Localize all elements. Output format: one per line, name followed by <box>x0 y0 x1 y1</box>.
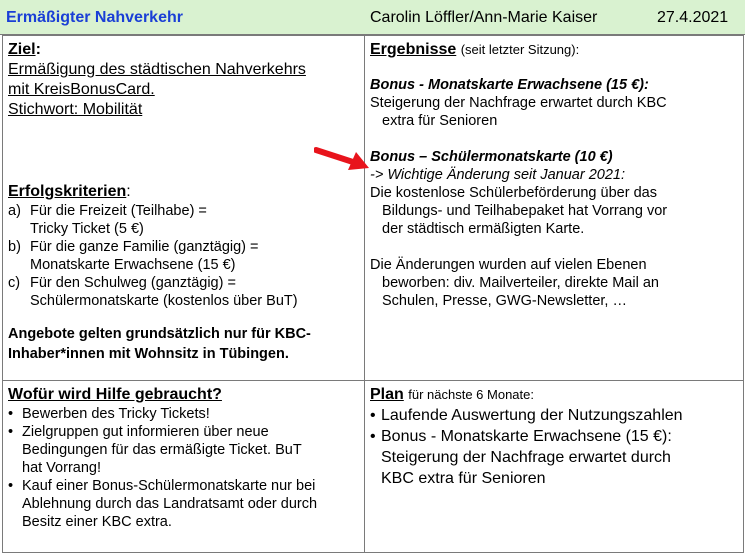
help-item <box>8 405 359 423</box>
ziel-section: Ziel: Ermäßigung des städtischen Nahverkehrs mit KreisBonusCard. Stichwort: Mobilität <box>8 40 359 120</box>
erfolg-section: Erfolgskriterien: a) Für die Freizeit (Teilhabe) = Tricky Ticket (5 €) b) Für die ganze Familie (ganztägig) = Monatskarte Erwachsene (15 €) c) Für den Schulweg (ganztägig) = Schülermonatskarte (kostenlos über BuT) Angebote gelten grundsätzlich nur für KBC-Inhaber*innen mit Wohnsitz in Tübingen. <box>8 182 359 364</box>
plan-item <box>370 405 738 426</box>
criteria-line: Für den Schulweg (ganztägig) = <box>30 275 236 291</box>
bullet-icon: • <box>8 478 14 494</box>
criteria-item-b <box>8 238 359 274</box>
erfolg-heading: Erfolgskriterien <box>8 183 127 200</box>
plan-heading-suffix: für nächste 6 Monate: <box>408 387 534 402</box>
criteria-mark: b) <box>8 239 21 255</box>
help-item-line: Bewerben des Tricky Tickets! <box>22 406 210 422</box>
criteria-line: Für die Freizeit (Teilhabe) = <box>30 203 207 219</box>
ergebnisse-heading-suffix: (seit letzter Sitzung): <box>460 42 580 57</box>
criteria-line: Monatskarte Erwachsene (15 €) <box>30 257 236 273</box>
ziel-line1: Ermäßigung des städtischen Nahverkehrs <box>8 61 306 78</box>
criteria-line: Schülermonatskarte (kostenlos über BuT) <box>30 293 298 309</box>
bonus2-line3: der städtisch ermäßigten Karte. <box>382 221 585 237</box>
ergebnisse-heading: Ergebnisse <box>370 41 457 58</box>
red-arrow-icon <box>314 146 370 172</box>
ziel-line2: mit KreisBonusCard. <box>8 81 155 98</box>
bullet-icon: • <box>8 406 14 422</box>
plan-item-line: Laufende Auswertung der Nutzungszahlen <box>381 407 683 424</box>
bonus1-line2: extra für Senioren <box>382 113 498 129</box>
hilfe-heading: Wofür wird Hilfe gebraucht? <box>8 386 222 403</box>
bonus1-title: Bonus - Monatskarte Erwachsene (15 €): <box>370 77 649 93</box>
criteria-mark: c) <box>8 275 21 291</box>
kbc-note: Angebote gelten grundsätzlich nur für KBC-Inhaber*innen mit Wohnsitz in Tübingen. <box>8 326 311 362</box>
criteria-item-a <box>8 202 359 238</box>
change-line2: beworben: div. Mailverteiler, direkte Mail an <box>382 275 659 291</box>
help-item <box>8 423 359 477</box>
change-line3: Schulen, Presse, GWG-Newsletter, … <box>382 293 627 309</box>
plan-item-line: Steigerung der Nachfrage erwartet durch <box>381 449 671 466</box>
help-item-line: Besitz einer KBC extra. <box>22 514 172 530</box>
bonus2-change: -> Wichtige Änderung seit Januar 2021: <box>370 167 625 183</box>
hilfe-cell <box>2 380 365 553</box>
bullet-icon: • <box>8 424 14 440</box>
document-title: Ermäßigter Nahverkehr <box>6 9 183 26</box>
ergebnisse-cell <box>364 35 744 381</box>
header-bar <box>0 0 745 35</box>
plan-item <box>370 426 738 489</box>
help-item-line: hat Vorrang! <box>22 460 101 476</box>
help-item <box>8 477 359 531</box>
authors: Carolin Löffler/Ann-Marie Kaiser <box>370 9 598 26</box>
change-line1: Die Änderungen wurden auf vielen Ebenen <box>370 257 647 273</box>
plan-item-line: KBC extra für Senioren <box>381 470 546 487</box>
help-item-line: Bedingungen für das ermäßigte Ticket. BuT <box>22 442 302 458</box>
bullet-icon: • <box>370 428 376 445</box>
date: 27.4.2021 <box>657 9 729 26</box>
ziel-line3: Stichwort: Mobilität <box>8 101 143 118</box>
criteria-mark: a) <box>8 203 21 219</box>
ziel-heading: Ziel <box>8 41 36 58</box>
plan-heading: Plan <box>370 386 404 403</box>
bullet-icon: • <box>370 407 376 424</box>
help-item-line: Kauf einer Bonus-Schülermonatskarte nur bei <box>22 478 316 494</box>
help-item-line: Ablehnung durch das Landratsamt oder durch <box>22 496 318 512</box>
help-item-line: Zielgruppen gut informieren über neue <box>22 424 269 440</box>
bonus1-line1: Steigerung der Nachfrage erwartet durch KBC <box>370 95 667 111</box>
criteria-item-c <box>8 274 359 310</box>
criteria-line: Für die ganze Familie (ganztägig) = <box>30 239 259 255</box>
bonus2-line1: Die kostenlose Schülerbeförderung über das <box>370 185 657 201</box>
bonus2-title: Bonus – Schülermonatskarte (10 €) <box>370 149 613 165</box>
criteria-line: Tricky Ticket (5 €) <box>30 221 144 237</box>
plan-cell <box>364 380 744 553</box>
plan-item-line: Bonus - Monatskarte Erwachsene (15 €): <box>381 428 672 445</box>
bonus2-line2: Bildungs- und Teilhabepaket hat Vorrang vor <box>382 203 668 219</box>
ziel-cell <box>2 35 365 381</box>
